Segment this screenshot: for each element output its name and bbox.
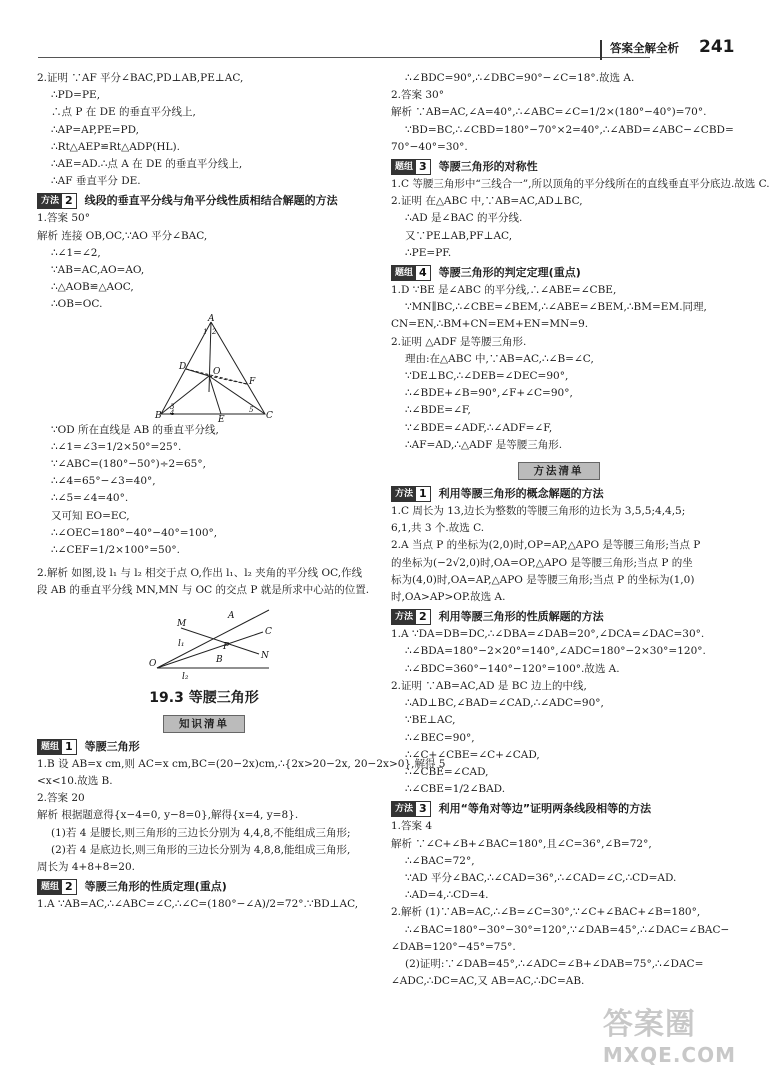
- svg-text:E: E: [218, 414, 225, 425]
- text-line: ∴∠CBE=1/2∠BAD.: [405, 783, 506, 796]
- text-line: ∴△AOB≌△AOC,: [51, 281, 134, 294]
- text-line: 2.证明 △ADF 是等腰三角形.: [391, 335, 527, 348]
- text-line: ∵BD=BC,∴∠CBD=180°−70°×2=40°,∴∠ABD=∠ABC−∠CBD=: [405, 123, 734, 136]
- text-line: ∵AB=AC,AO=AO,: [51, 264, 145, 277]
- text-line: ∴∠BEC=90°,: [405, 731, 475, 744]
- text-line: ∴∠CBE=∠CAD,: [405, 765, 489, 778]
- svg-text:F: F: [249, 376, 256, 387]
- text-line: (1)若 4 是腰长,则三角形的三边长分别为 4,4,8,不能组成三角形;: [51, 826, 351, 839]
- text-line: ∴∠CEF=1/2×100°=50°.: [51, 544, 180, 557]
- text-line: (2)若 4 是底边长,则三角形的三边长分别为 4,8,8,能组成三角形,: [51, 843, 351, 856]
- svg-text:C: C: [265, 626, 272, 637]
- header-separator: [600, 40, 602, 60]
- r-answer-block-4: [391, 503, 726, 606]
- text-line: 70°−40°=30°.: [391, 140, 468, 153]
- answer-block-6: 1.A ∵AB=AC,∴∠ABC=∠C,∴∠C=(180°−∠A)/2=72°.∵BD⊥AC,: [37, 898, 359, 911]
- text-line: ∴∠4=65°−∠3=40°,: [51, 475, 156, 488]
- text-line: ∴∠BDC=90°,∴∠DBC=90°−∠C=18°.故选 A.: [405, 72, 635, 84]
- text-line: 的坐标为(−2√2,0)时,OA=OP,△APO 是等腰三角形;当点 P 的坐: [391, 556, 693, 569]
- r-answer-block-6: [391, 818, 730, 990]
- group-3-title: 等腰三角形的对称性: [438, 160, 538, 174]
- svg-text:N: N: [261, 650, 269, 661]
- text-line: 时,OA>AP>OP.故选 A.: [391, 591, 506, 604]
- text-line: ∴PD=PE,: [51, 89, 101, 102]
- svg-text:C: C: [266, 410, 273, 421]
- group-1-title: 等腰三角形: [84, 739, 140, 753]
- group-tag: 题组 2: [37, 879, 77, 895]
- svg-text:B: B: [216, 654, 223, 665]
- text-line: 2.证明 ∵AF 平分∠BAC,PD⊥AB,PE⊥AC,: [37, 72, 244, 84]
- text-line: ∴OB=OC.: [51, 298, 103, 311]
- r-answer-block-1: [391, 70, 734, 156]
- text-line: ∵MN∥BC,∴∠CBE=∠BEM,∴∠ABE=∠BEM,∴BM=EM.同理,: [405, 301, 707, 314]
- text-line: 2.证明 ∵AB=AC,AD 是 BC 边上的中线,: [391, 679, 587, 692]
- r-answer-block-2: [391, 176, 770, 262]
- header-title: 答案全解全析: [610, 41, 679, 55]
- text-line: 6,1,共 3 个.故选 C.: [391, 522, 485, 535]
- svg-text:P: P: [223, 641, 230, 652]
- r-method-2-title: 利用等腰三角形的性质解题的方法: [438, 610, 604, 624]
- svg-text:2: 2: [212, 327, 217, 336]
- text-line: 又可知 EO=EC,: [51, 509, 130, 522]
- text-line: 1.A ∵DA=DB=DC,∴∠DBA=∠DAB=20°,∠DCA=∠DAC=30°.: [391, 628, 705, 641]
- text-line: ∴AD=4,∴CD=4.: [405, 889, 489, 902]
- text-line: 1.答案 4: [391, 820, 433, 833]
- svg-text:B: B: [155, 410, 162, 421]
- text-line: ∴∠BDA=180°−2×20°=140°,∠ADC=180°−2×30°=120°.: [405, 645, 706, 658]
- text-line: ∴AE=AD.∴点 A 在 DE 的垂直平分线上,: [51, 158, 243, 171]
- answer-block-2: [37, 210, 371, 313]
- group-tag: 题组 1: [37, 739, 77, 755]
- watermark-url: MXQE.COM: [602, 1043, 736, 1067]
- right-column: [391, 70, 770, 990]
- method-tag: 方法 3: [391, 801, 431, 817]
- method-tag: 方法 2: [37, 193, 77, 209]
- svg-text:M: M: [177, 618, 187, 629]
- text-line: 2.证明 在△ABC 中,∵AB=AC,AD⊥BC,: [391, 195, 583, 208]
- triangle-figure: [37, 313, 371, 425]
- header-rule: [38, 57, 650, 58]
- text-line: ∴AF 垂直平分 DE.: [51, 175, 141, 188]
- text-line: ∴∠1=∠2,: [51, 246, 101, 259]
- svg-text:l₂: l₂: [182, 671, 189, 682]
- text-line: 又∵PE⊥AB,PF⊥AC,: [405, 229, 513, 242]
- r-method-3-title: 利用“等角对等边”证明两条线段相等的方法: [438, 802, 652, 816]
- r-method-3-heading: [391, 801, 726, 817]
- text-line: ∴AF=AD,∴△ADF 是等腰三角形.: [405, 438, 563, 451]
- text-line: CN=EN,∴BM+CN=EM+EN=MN=9.: [391, 318, 589, 331]
- text-line: 2.解析 (1)∵AB=AC,∴∠B=∠C=30°,∵∠C+∠BAC+∠B=180°,: [391, 906, 701, 919]
- text-line: 2.答案 20: [37, 792, 85, 805]
- text-line: ∴AD 是∠BAC 的平分线.: [405, 212, 523, 225]
- r-method-1-title: 利用等腰三角形的概念解题的方法: [438, 487, 604, 501]
- method-tag: 方法 2: [391, 609, 431, 625]
- section-title: 19.3 等腰三角形: [149, 689, 259, 706]
- svg-text:4: 4: [170, 408, 175, 417]
- svg-text:O: O: [213, 366, 221, 377]
- method-banner: 方法清单: [518, 462, 600, 480]
- text-line: ∠ADC,∴DC=AC,又 AB=AC,∴DC=AB.: [391, 975, 585, 988]
- text-line: 2.答案 30°: [391, 89, 444, 102]
- text-line: 周长为 4+8+8=20.: [37, 861, 135, 874]
- method-2-heading: [37, 193, 371, 209]
- text-line: 解析 ∵AB=AC,∠A=40°,∴∠ABC=∠C=1/2×(180°−40°)=70°.: [391, 106, 707, 119]
- answer-block-3: [37, 422, 371, 560]
- svg-text:A: A: [208, 313, 215, 324]
- text-line: 1.C 等腰三角形中“三线合一”,所以顶角的平分线所在的直线垂直平分底边.故选 C.: [391, 178, 770, 191]
- text-line: ∠DAB=120°−45°=75°.: [391, 940, 516, 953]
- r-answer-block-3: [391, 282, 726, 454]
- method-tag: 方法 1: [391, 486, 431, 502]
- svg-text:5: 5: [249, 405, 254, 414]
- group-4-title: 等腰三角形的判定定理(重点): [438, 266, 581, 280]
- text-line: ∴∠BDC=360°−140°−120°=100°.故选 A.: [405, 662, 620, 675]
- method-2-title: 线段的垂直平分线与角平分线性质相结合解题的方法: [84, 194, 338, 208]
- svg-text:1: 1: [203, 327, 208, 336]
- text-line: 标为(4,0)时,OA=AP,△APO 是等腰三角形;当点 P 的坐标为(1,0): [391, 573, 695, 586]
- text-line: ∴点 P 在 DE 的垂直平分线上,: [51, 106, 196, 119]
- svg-text:l₁: l₁: [178, 638, 185, 649]
- text-line: ∴∠C+∠CBE=∠C+∠CAD,: [405, 748, 540, 761]
- svg-text:O: O: [149, 658, 157, 669]
- svg-text:A: A: [228, 610, 235, 621]
- text-line: ∴∠BDE=∠F,: [405, 404, 471, 417]
- text-line: ∴∠1=∠3=1/2×50°=25°.: [51, 440, 182, 453]
- text-line: 解析 连接 OB,OC,∵AO 平分∠BAC,: [37, 229, 208, 242]
- text-line: 解析 根据题意得{x−4=0, y−8=0},解得{x=4, y=8}.: [37, 809, 299, 822]
- watermark-logo: 答案圈: [602, 1007, 696, 1042]
- text-line: <x<10.故选 B.: [37, 775, 113, 788]
- text-line: 解析 ∵∠C+∠B+∠BAC=180°,且∠C=36°,∠B=72°,: [391, 837, 652, 850]
- text-line: ∴∠5=∠4=40°.: [51, 492, 129, 505]
- group-tag: 题组 3: [391, 159, 431, 175]
- text-line: ∵AD 平分∠BAC,∴∠CAD=36°,∴∠CAD=∠C,∴CD=AD.: [405, 871, 677, 884]
- text-line: ∵BE⊥AC,: [405, 714, 456, 727]
- svg-text:3: 3: [170, 402, 175, 411]
- group-1-heading: [37, 739, 371, 755]
- text-line: ∴∠BAC=180°−30°−30°=120°,∵∠DAB=45°,∴∠DAC=∠BAC−: [405, 923, 730, 936]
- text-line: ∴PE=PF.: [405, 246, 452, 259]
- text-line: 1.D ∵BE 是∠ABC 的平分线,∴∠ABE=∠CBE,: [391, 284, 617, 297]
- watermark: [603, 999, 736, 1067]
- text-line: ∵∠ABC=(180°−50°)÷2=65°,: [51, 458, 206, 471]
- lines-figure: [37, 602, 371, 682]
- group-2-heading: [37, 879, 371, 895]
- text-line: 1.B 设 AB=x cm,则 AC=x cm,BC=(20−2x)cm,∴{2x>20−2x, 20−2x>0},解得 5: [37, 757, 446, 770]
- text-line: ∴∠BAC=72°,: [405, 854, 475, 867]
- knowledge-banner: 知识清单: [163, 715, 245, 733]
- text-line: ∵DE⊥BC,∴∠DEB=∠DEC=90°,: [405, 370, 569, 383]
- answer-block-4: 2.解析 如图,设 l₁ 与 l₂ 相交于点 O,作出 l₁、l₂ 夹角的平分线 OC,作线段 AB 的垂直平分线 MN,MN 与 OC 的交点 P 就是所求中心站的位置.: [37, 567, 370, 597]
- group-4-heading: [391, 265, 726, 281]
- proof-block-1: [37, 70, 371, 190]
- text-line: ∴∠OEC=180°−40°−40°=100°,: [51, 526, 218, 539]
- text-line: ∴AP=AP,PE=PD,: [51, 123, 139, 136]
- group-2-title: 等腰三角形的性质定理(重点): [84, 880, 227, 894]
- r-answer-block-5: [391, 626, 726, 798]
- r-method-2-heading: [391, 609, 726, 625]
- group-3-heading: [391, 159, 726, 175]
- r-method-1-heading: [391, 486, 726, 502]
- svg-text:D: D: [179, 361, 187, 372]
- text-line: 1.答案 50°: [37, 212, 90, 225]
- page-number: 241: [699, 37, 735, 57]
- text-line: ∴Rt△AEP≌Rt△ADP(HL).: [51, 140, 180, 153]
- text-line: 理由:在△ABC 中,∵AB=AC,∴∠B=∠C,: [405, 352, 594, 365]
- text-line: ∴AD⊥BC,∠BAD=∠CAD,∴∠ADC=90°,: [405, 697, 604, 710]
- text-line: ∴∠BDE+∠B=90°,∠F+∠C=90°,: [405, 387, 573, 400]
- text-line: 1.C 周长为 13,边长为整数的等腰三角形的边长为 3,5,5;4,4,5;: [391, 505, 686, 518]
- text-line: ∵∠BDE=∠ADF,∴∠ADF=∠F,: [405, 421, 553, 434]
- text-line: (2)证明:∵∠DAB=45°,∴∠ADC=∠B+∠DAB=75°,∴∠DAC=: [405, 957, 704, 970]
- text-line: ∵OD 所在直线是 AB 的垂直平分线,: [51, 423, 219, 436]
- group-tag: 题组 4: [391, 265, 431, 281]
- text-line: 2.A 当点 P 的坐标为(2,0)时,OP=AP,△APO 是等腰三角形;当点 P: [391, 539, 701, 552]
